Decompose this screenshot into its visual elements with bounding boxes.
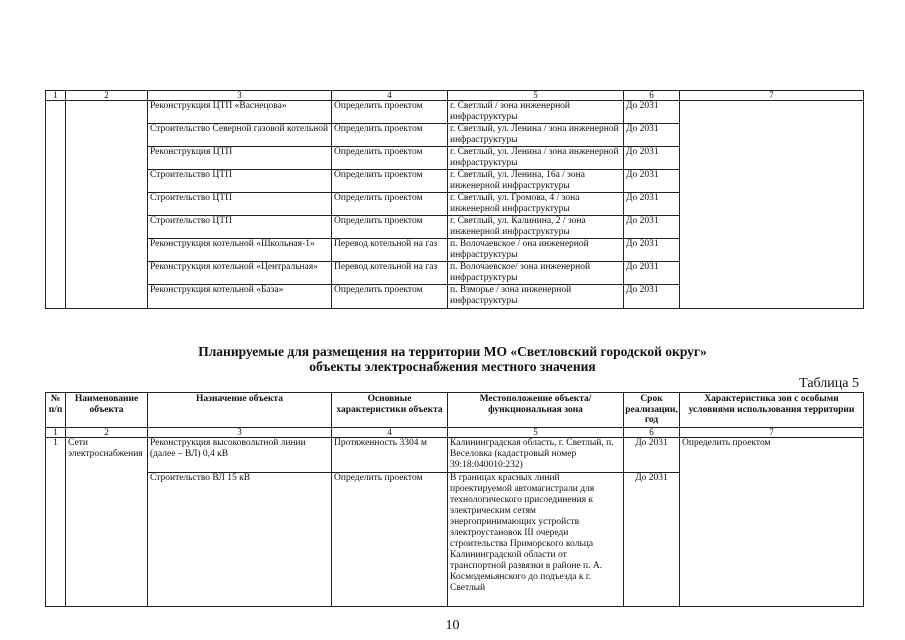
header-row [46,393,864,428]
table-label: Таблица 5 [799,376,859,391]
header-purpose: Назначение объекта [148,393,332,428]
cell-char: Перевод котельной на газ [332,239,448,262]
column-number: 3 [148,91,332,101]
cell-location: г. Светлый, ул. Ленина, 16а / зона инженерной инфраструктуры [448,170,624,193]
cell-char: Перевод котельной на газ [332,262,448,285]
column-numbers-row [46,427,864,437]
cell-location: п. Взморье / зона инженерной инфраструктуры [448,285,624,309]
cell-char: Определить проектом [332,216,448,239]
cell-location: п. Волочаевское / она инженерной инфраструктуры [448,239,624,262]
header-term: Срок реализации, год [625,394,678,425]
cell-purpose: Строительство ВЛ 15 кВ [148,472,332,606]
header-num: № п/п [46,393,66,428]
cell-location: Калининградская область, г. Светлый, п. Веселовка (кадастровый номер 39:18:040010:232) [448,437,624,472]
empty-num-cell [46,101,66,309]
cell-term: До 2031 [624,101,680,124]
column-numbers-row [46,91,864,101]
column-number: 6 [624,427,680,437]
cell-object: Реконструкция ЦТП «Васнецова» [148,101,332,124]
cell-term: До 2031 [624,285,680,309]
cell-term: До 2031 [624,147,680,170]
cell-char: Определить проектом [332,193,448,216]
table-row [46,101,864,124]
cell-char: Определить проектом [332,170,448,193]
table-row [46,437,864,472]
cell-object: Реконструкция котельной «База» [148,285,332,309]
column-number: 1 [46,427,66,437]
cell-name: Сети электроснабжения [66,437,148,606]
cell-term: До 2031 [624,262,680,285]
column-number: 5 [448,427,624,437]
column-number: 4 [332,91,448,101]
cell-object: Строительство Северной газовой котельной [148,124,332,147]
cell-object: Реконструкция котельной «Центральная» [148,262,332,285]
cell-object: Строительство ЦТП [148,193,332,216]
cell-object: Реконструкция ЦТП [148,147,332,170]
cell-object: Реконструкция котельной «Школьная-1» [148,239,332,262]
column-number: 7 [680,427,864,437]
column-number: 2 [66,91,148,101]
cell-location: г. Светлый, ул. Ленина / зона инженерной инфраструктуры [448,147,624,170]
cell-term: До 2031 [624,216,680,239]
table-continuation [45,90,864,309]
section-heading-line2: объекты электроснабжения местного значения [309,359,596,374]
header-location: Местоположение объекта/функциональная зона [448,393,624,428]
column-number: 4 [332,427,448,437]
cell-term: До 2031 [624,124,680,147]
column-number: 6 [624,91,680,101]
cell-num: 1 [46,437,66,606]
cell-char: Определить проектом [332,472,448,606]
column-number: 7 [680,91,864,101]
column-number: 2 [66,427,148,437]
cell-term: До 2031 [624,193,680,216]
cell-term: До 2031 [624,472,680,606]
cell-char: Определить проектом [332,147,448,170]
cell-location: г. Светлый / зона инженерной инфраструктуры [448,101,624,124]
empty-zones-cell [680,101,864,309]
cell-object: Строительство ЦТП [148,216,332,239]
table-5 [45,392,864,607]
empty-name-cell [66,101,148,309]
cell-location: г. Светлый, ул. Ленина / зона инженерной инфраструктуры [448,124,624,147]
cell-term: До 2031 [624,239,680,262]
header-zones: Характеристика зон с особыми условиями использования территории [680,393,864,428]
section-heading-line1: Планируемые для размещения на территории МО «Светловский городской округ» [198,344,707,359]
column-number: 3 [148,427,332,437]
column-number: 5 [448,91,624,101]
cell-char: Протяженность 3304 м [332,437,448,472]
cell-zones: Определить проектом [680,437,864,606]
cell-location: В границах красных линий проектируемой автомагистрали для технологического присоединения к электрическим сетям энергопринимающих устройств электроустановок III очереди строительства Приморского кольца Калининградской области от транспортной развязки в районе п. А. Космодемьянского до подъезда к г. Светлый [448,472,624,606]
cell-location: г. Светлый, ул. Громова, 4 / зона инженерной инфраструктуры [448,193,624,216]
page-number: 10 [445,618,460,633]
cell-char: Определить проектом [332,285,448,309]
cell-location: п. Волочаевское/ зона инженерной инфраструктуры [448,262,624,285]
cell-location: г. Светлый, ул. Калинина, 2 / зона инженерной инфраструктуры [448,216,624,239]
cell-char: Определить проектом [332,101,448,124]
cell-term: До 2031 [624,437,680,472]
cell-term: До 2031 [624,170,680,193]
header-char: Основные характеристики объекта [332,393,448,428]
column-number: 1 [46,91,66,101]
header-name: Наименование объекта [66,393,148,428]
cell-char: Определить проектом [332,124,448,147]
cell-purpose: Реконструкция высоковольтной линии (далее – ВЛ) 0,4 кВ [148,437,332,472]
cell-object: Строительство ЦТП [148,170,332,193]
